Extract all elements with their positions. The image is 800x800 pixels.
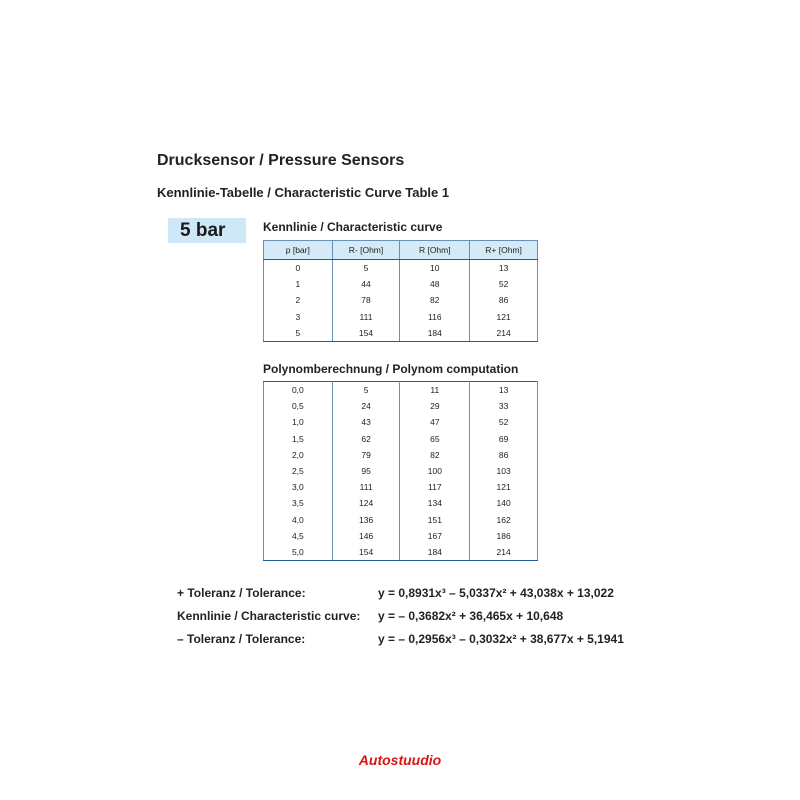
table-cell: 11	[400, 382, 470, 399]
table-cell: 162	[470, 512, 538, 528]
table-cell: 43	[332, 414, 400, 430]
table-row	[264, 276, 538, 292]
table-cell: 1,5	[264, 431, 333, 447]
table-cell: 69	[470, 431, 538, 447]
plus-tolerance-label: + Toleranz / Tolerance:	[177, 586, 306, 600]
table-cell: 44	[332, 276, 400, 292]
table-cell: 2	[264, 292, 333, 308]
table-row	[264, 544, 538, 561]
table-cell: 103	[470, 463, 538, 479]
table-cell: 48	[400, 276, 470, 292]
table-cell: 184	[400, 544, 470, 561]
table-cell: 95	[332, 463, 400, 479]
table-cell: 82	[400, 292, 470, 308]
table-row	[264, 382, 538, 399]
page-subtitle: Kennlinie-Tabelle / Characteristic Curve Table 1	[157, 185, 450, 200]
table-cell: 10	[400, 260, 470, 277]
table-row	[264, 463, 538, 479]
table-row	[264, 447, 538, 463]
table-row	[264, 528, 538, 544]
table-cell: 184	[400, 325, 470, 342]
table-row	[264, 325, 538, 342]
table-cell: 52	[470, 414, 538, 430]
table-cell: 140	[470, 495, 538, 511]
table-cell: 111	[332, 309, 400, 325]
table-cell: 13	[470, 382, 538, 399]
table-cell: 52	[470, 276, 538, 292]
table-cell: 151	[400, 512, 470, 528]
table-cell: 2,0	[264, 447, 333, 463]
table-row	[264, 431, 538, 447]
table-cell: 154	[332, 544, 400, 561]
table-cell: 117	[400, 479, 470, 495]
table-cell: 5	[332, 382, 400, 399]
table-cell: 5	[264, 325, 333, 342]
minus-tolerance-formula: y = – 0,2956x³ – 0,3032x² + 38,677x + 5,1941	[378, 632, 624, 646]
table-cell: 4,5	[264, 528, 333, 544]
table-cell: 86	[470, 447, 538, 463]
table-cell: 186	[470, 528, 538, 544]
table-cell: 65	[400, 431, 470, 447]
table-cell: 4,0	[264, 512, 333, 528]
table-row	[264, 414, 538, 430]
brand-watermark: Autostuudio	[358, 752, 442, 768]
table-cell: 62	[332, 431, 400, 447]
table-cell: 5	[332, 260, 400, 277]
table-header-row	[264, 241, 538, 260]
table-cell: 33	[470, 398, 538, 414]
table-row	[264, 398, 538, 414]
plus-tolerance-formula: y = 0,8931x³ – 5,0337x² + 43,038x + 13,022	[378, 586, 614, 600]
polynom-computation-table	[263, 381, 538, 561]
table-cell: 78	[332, 292, 400, 308]
table-row	[264, 260, 538, 277]
characteristic-curve-heading: Kennlinie / Characteristic curve	[263, 220, 443, 234]
column-header-pressure: p [bar]	[264, 241, 333, 260]
table-cell: 214	[470, 325, 538, 342]
table-cell: 79	[332, 447, 400, 463]
table-cell: 3	[264, 309, 333, 325]
table-row	[264, 479, 538, 495]
table-cell: 24	[332, 398, 400, 414]
table-cell: 124	[332, 495, 400, 511]
characteristic-curve-label: Kennlinie / Characteristic curve:	[177, 609, 361, 623]
table-cell: 121	[470, 479, 538, 495]
characteristic-curve-formula: y = – 0,3682x² + 36,465x + 10,648	[378, 609, 564, 623]
column-header-r: R [Ohm]	[400, 241, 470, 260]
table-cell: 134	[400, 495, 470, 511]
table-cell: 86	[470, 292, 538, 308]
table-cell: 154	[332, 325, 400, 342]
table-row	[264, 292, 538, 308]
table-cell: 167	[400, 528, 470, 544]
column-header-r-minus: R- [Ohm]	[332, 241, 400, 260]
table-cell: 0	[264, 260, 333, 277]
page-title: Drucksensor / Pressure Sensors	[157, 152, 405, 169]
table-cell: 100	[400, 463, 470, 479]
table-cell: 121	[470, 309, 538, 325]
table-cell: 214	[470, 544, 538, 561]
table-cell: 1	[264, 276, 333, 292]
table-cell: 3,5	[264, 495, 333, 511]
table-row	[264, 309, 538, 325]
table-cell: 111	[332, 479, 400, 495]
table-cell: 3,0	[264, 479, 333, 495]
characteristic-curve-table	[263, 240, 538, 342]
table-cell: 0,5	[264, 398, 333, 414]
table-cell: 13	[470, 260, 538, 277]
column-header-r-plus: R+ [Ohm]	[470, 241, 538, 260]
table-cell: 146	[332, 528, 400, 544]
polynom-computation-heading: Polynomberechnung / Polynom computation	[263, 362, 519, 376]
table-cell: 1,0	[264, 414, 333, 430]
pressure-range-badge: 5 bar	[168, 218, 246, 243]
table-cell: 116	[400, 309, 470, 325]
table-row	[264, 512, 538, 528]
table-cell: 47	[400, 414, 470, 430]
table-row	[264, 495, 538, 511]
minus-tolerance-label: – Toleranz / Tolerance:	[177, 632, 306, 646]
table-cell: 136	[332, 512, 400, 528]
table-cell: 5,0	[264, 544, 333, 561]
table-cell: 0,0	[264, 382, 333, 399]
table-cell: 82	[400, 447, 470, 463]
table-cell: 2,5	[264, 463, 333, 479]
table-cell: 29	[400, 398, 470, 414]
